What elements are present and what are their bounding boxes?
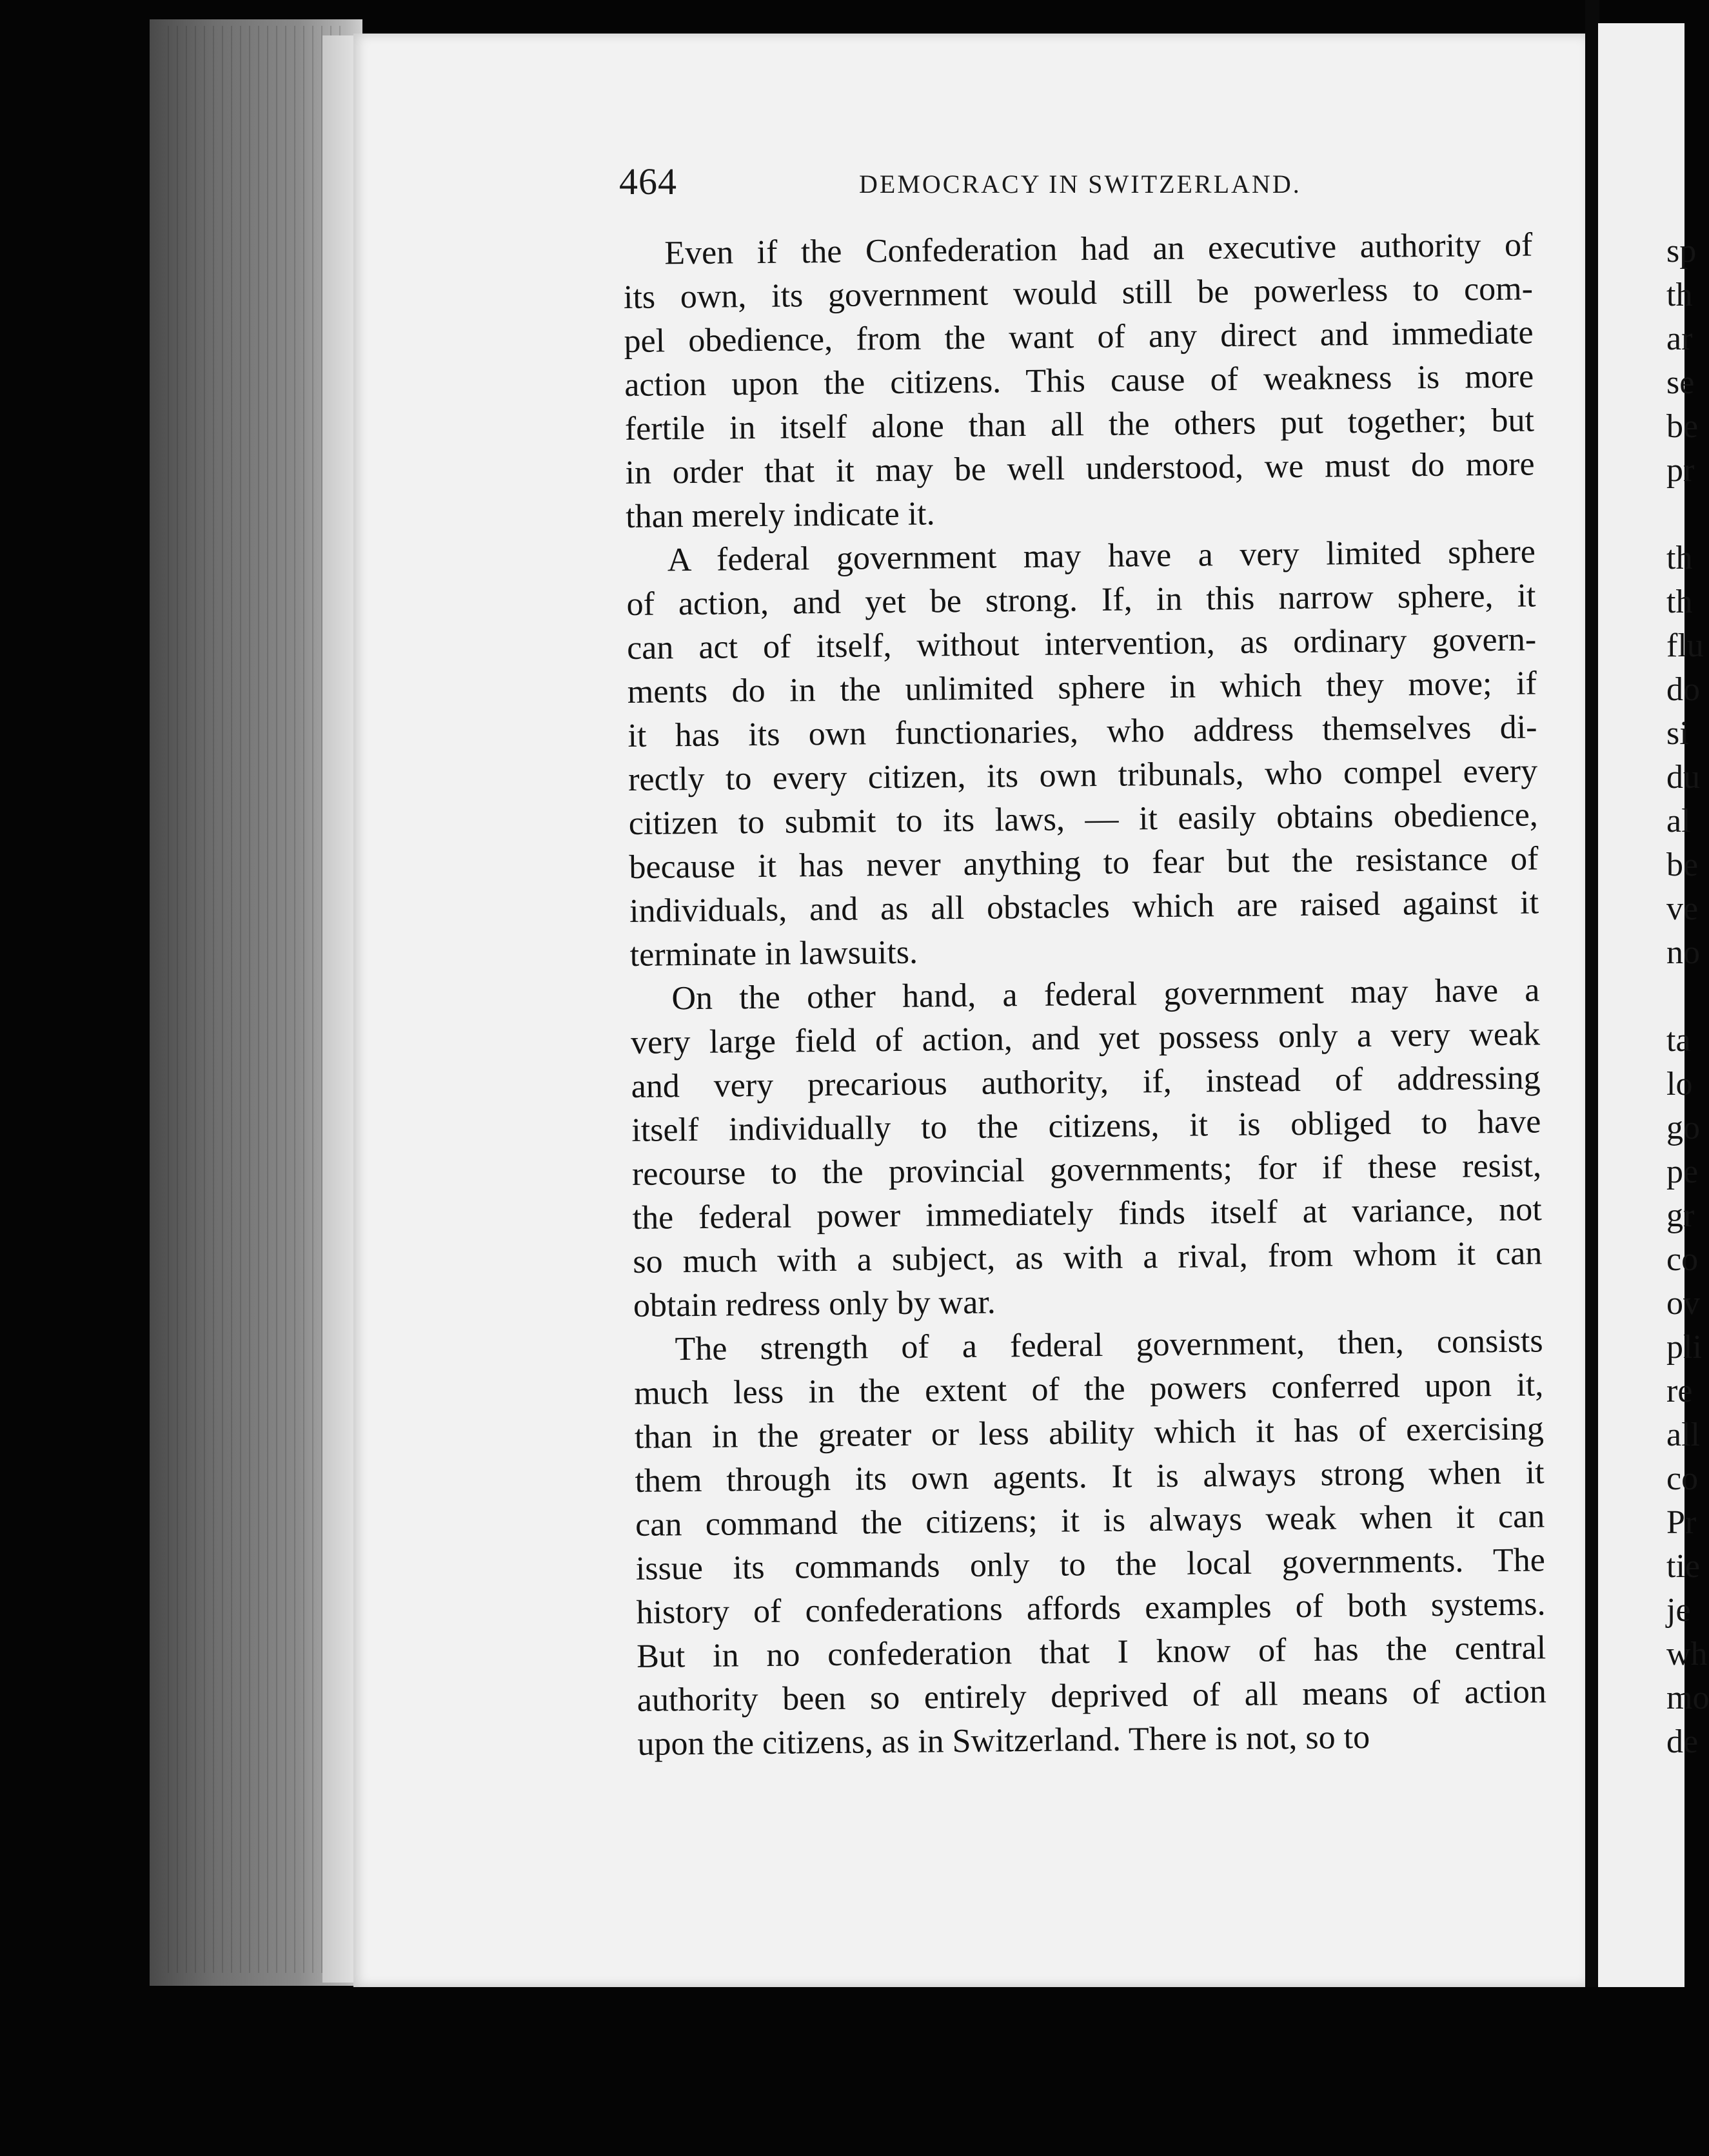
- facing-page-fragment: pr: [1666, 452, 1695, 489]
- text-line: citizen to submit to its laws, — it easily obtains obedience,: [628, 796, 1539, 842]
- facing-page-fragment: Pr: [1666, 1504, 1697, 1541]
- facing-page-fragment: ve: [1666, 890, 1699, 927]
- text-line: the federal power immediately finds itself at variance, not: [632, 1191, 1542, 1237]
- running-title: DEMOCRACY IN SWITZERLAND.: [859, 170, 1301, 199]
- text-line: so much with a subject, as with a rival, from whom it can: [633, 1235, 1543, 1280]
- facing-page-fragment: all: [1666, 1416, 1700, 1453]
- text-line: in order that it may be well understood, we must do more: [625, 446, 1535, 491]
- facing-page-fragment: th: [1666, 540, 1693, 576]
- text-line: obtain redress only by war.: [633, 1284, 996, 1324]
- text-line: can command the citizens; it is always weak when it can: [635, 1498, 1545, 1544]
- paragraph: [633, 1319, 1546, 1767]
- facing-page-fragment: be: [1666, 408, 1699, 445]
- text-line: recourse to the provincial governments; for if these resist,: [631, 1147, 1542, 1193]
- text-line: But in no confederation that I know of has the central: [636, 1629, 1546, 1675]
- facing-page-fragment: tie: [1666, 1548, 1700, 1585]
- facing-page-fragment: flu: [1666, 627, 1704, 664]
- facing-page-fragment: de: [1666, 1723, 1699, 1760]
- facing-page-fragment: se: [1666, 364, 1695, 401]
- facing-page-fragment: du: [1666, 759, 1700, 796]
- text-line: its own, its government would still be powerless to com-: [623, 270, 1534, 316]
- facing-page-fragment: sp: [1666, 233, 1697, 270]
- facing-page-fragment: al: [1666, 803, 1691, 839]
- text-line: Even if the Confederation had an executive authority of: [664, 226, 1533, 272]
- page-text-body: [623, 223, 1547, 1766]
- facing-page-fragment: co: [1666, 1241, 1699, 1278]
- text-line: than in the greater or less ability which it has of exercising: [634, 1410, 1545, 1456]
- facing-page-fragment: si: [1666, 715, 1689, 752]
- facing-page-fragment: ta: [1666, 1022, 1691, 1059]
- text-line: pel obedience, from the want of any direct and immediate: [624, 314, 1534, 360]
- text-line: and very precarious authority, if, instead of addressing: [631, 1059, 1541, 1105]
- facing-page-fragment: pe: [1666, 1153, 1699, 1190]
- running-head: [619, 160, 1303, 205]
- facing-page-fragment: gr: [1666, 1197, 1695, 1234]
- text-line: of action, and yet be strong. If, in this narrow sphere, it: [626, 577, 1536, 623]
- text-line: much less in the extent of the powers conferred upon it,: [634, 1366, 1544, 1412]
- facing-page-fragment: wh: [1666, 1636, 1708, 1672]
- paragraph: [626, 530, 1539, 977]
- facing-page-fragment: ov: [1666, 1285, 1700, 1322]
- facing-page-fragment: [1666, 493, 1684, 536]
- text-line: A federal government may have a very limited sphere: [667, 533, 1536, 579]
- text-line: them through its own agents. It is always strong when it: [635, 1454, 1545, 1500]
- text-line: than merely indicate it.: [625, 495, 935, 535]
- text-line: very large field of action, and yet possess only a very weak: [630, 1015, 1541, 1061]
- facing-page-fragment: th: [1666, 583, 1693, 620]
- text-line: history of confederations affords examples of both systems.: [636, 1585, 1546, 1631]
- text-line: terminate in lawsuits.: [629, 934, 918, 974]
- facing-page-fragment: th: [1666, 277, 1693, 313]
- facing-page-fragment: lo: [1666, 1066, 1693, 1102]
- text-line: upon the citizens, as in Switzerland. There is not, so to: [637, 1718, 1370, 1763]
- text-line: On the other hand, a federal government may have a: [671, 972, 1540, 1017]
- text-line: rectly to every citizen, its own tribunals, who compel every: [627, 752, 1538, 798]
- facing-page-fragment: no: [1666, 934, 1700, 971]
- facing-page-fragment: [1666, 975, 1684, 1019]
- facing-page-fragment: re: [1666, 1373, 1693, 1409]
- text-line: authority been so entirely deprived of all means of action: [637, 1673, 1547, 1719]
- text-line: can act of itself, without intervention, as ordinary govern-: [626, 621, 1537, 667]
- scan-background-bottom: [0, 1987, 1684, 2156]
- paragraph: [630, 968, 1543, 1328]
- page-number: 464: [619, 161, 677, 202]
- facing-page-fragment: pli: [1666, 1329, 1702, 1366]
- text-line: action upon the citizens. This cause of weakness is more: [624, 358, 1534, 404]
- text-line: fertile in itself alone than all the others put together; but: [624, 402, 1535, 447]
- text-line: because it has never anything to fear but the resistance of: [629, 840, 1539, 886]
- text-line: ments do in the unlimited sphere in which they move; if: [627, 665, 1537, 710]
- book-gutter: [1585, 0, 1599, 2156]
- text-line: itself individually to the citizens, it is obliged to have: [631, 1103, 1541, 1149]
- facing-page-fragment: be: [1666, 847, 1699, 883]
- facing-page-fragment: co: [1666, 1460, 1699, 1497]
- paragraph: [623, 223, 1536, 539]
- text-line: The strength of a federal government, then, consists: [675, 1322, 1543, 1368]
- facing-page-fragment: mo: [1666, 1680, 1709, 1716]
- text-line: it has its own functionaries, who address themselves di-: [627, 709, 1537, 754]
- text-line: individuals, and as all obstacles which are raised against it: [629, 884, 1539, 930]
- facing-page-fragment: do: [1666, 671, 1700, 708]
- facing-page-text: [1666, 230, 1709, 1764]
- facing-page-fragment: ar: [1666, 320, 1693, 357]
- facing-page-fragment: je: [1666, 1592, 1691, 1629]
- page-edge-lines: [168, 26, 348, 1973]
- facing-page-fragment: go: [1666, 1110, 1700, 1146]
- text-line: issue its commands only to the local governments. The: [635, 1542, 1546, 1587]
